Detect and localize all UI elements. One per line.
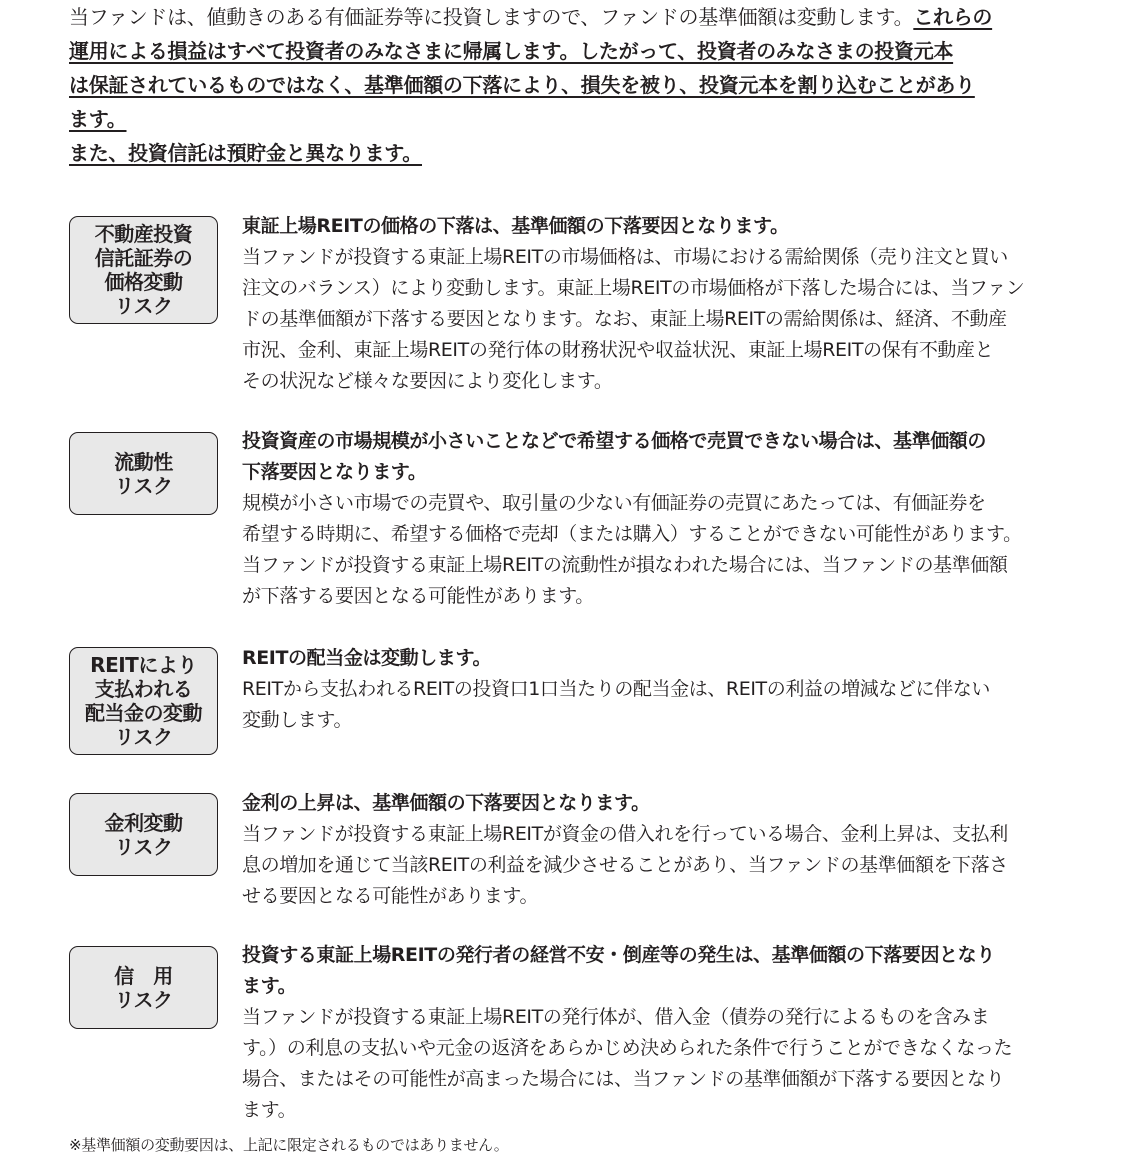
risk-body-line: その状況など様々な要因により変化します。 bbox=[242, 370, 613, 392]
risk-lead: 下落要因となります。 bbox=[242, 461, 427, 483]
intro-line-1-plain: 当ファンドは、値動きのある有価証券等に投資しますので、ファンドの基準価額は変動します。 bbox=[69, 5, 914, 29]
risk-label-line: 支払われる bbox=[94, 677, 193, 701]
risk-description bbox=[242, 940, 1064, 1126]
intro-line-1 bbox=[69, 0, 1064, 34]
risk-body-line: 希望する時期に、希望する価格で売却（または購入）することができない可能性があります。 bbox=[242, 523, 1022, 545]
risk-description bbox=[242, 788, 1064, 912]
risk-label-line: リスク bbox=[114, 834, 173, 859]
risk-description bbox=[242, 211, 1064, 397]
risk-lead: 金利の上昇は、基準価額の下落要因となります。 bbox=[242, 792, 650, 814]
risk-body-line: 変動します。 bbox=[242, 709, 353, 731]
risk-body-line: せる要因となる可能性があります。 bbox=[242, 885, 539, 907]
risk-body-line: す。）の利息の支払いや元金の返済をあらかじめ決められた条件で行うことができなくなった bbox=[242, 1037, 1013, 1059]
intro-paragraph bbox=[69, 0, 1064, 170]
risk-label-line: REITにより bbox=[90, 653, 197, 677]
risk-label-line: リスク bbox=[114, 473, 173, 498]
risk-body-line: 息の増加を通じて当該REITの利益を減少させることがあり、当ファンドの基準価額を下落さ bbox=[242, 854, 1008, 876]
risk-body-line: 当ファンドが投資する東証上場REITの市場価格は、市場における需給関係（売り注文と買い bbox=[242, 246, 1008, 268]
risk-label bbox=[69, 793, 218, 876]
risk-label-line: 価格変動 bbox=[104, 270, 183, 294]
risk-label-line: リスク bbox=[114, 987, 173, 1012]
risk-label-line: 配当金の変動 bbox=[85, 701, 202, 725]
footnote: ※基準価額の変動要因は、上記に限定されるものではありません。 bbox=[69, 1136, 509, 1154]
risk-body-line: 規模が小さい市場での売買や、取引量の少ない有価証券の売買にあたっては、有価証券を bbox=[242, 492, 986, 514]
risk-body-line: が下落する要因となる可能性があります。 bbox=[242, 585, 594, 607]
risk-label bbox=[69, 647, 218, 755]
intro-line-4: ます。 bbox=[69, 107, 127, 131]
risk-label bbox=[69, 432, 218, 515]
intro-line-3: は保証されているものではなく、基準価額の下落により、損失を被り、投資元本を割り込むことがあり bbox=[69, 73, 975, 97]
intro-line-2: 運用による損益はすべて投資者のみなさまに帰属します。したがって、投資者のみなさまの投資元本 bbox=[69, 39, 954, 63]
risk-body-line: ドの基準価額が下落する要因となります。なお、東証上場REITの需給関係は、経済、不動産 bbox=[242, 308, 1007, 330]
risk-lead: ます。 bbox=[242, 975, 297, 997]
risk-body-line: 当ファンドが投資する東証上場REITの発行体が、借入金（債券の発行によるものを含みま bbox=[242, 1006, 990, 1028]
risk-description bbox=[242, 643, 1064, 736]
risk-label-line: 流動性 bbox=[114, 449, 173, 474]
risk-lead: 投資する東証上場REITの発行者の経営不安・倒産等の発生は、基準価額の下落要因となり bbox=[242, 944, 995, 966]
risk-label bbox=[69, 216, 218, 324]
risk-label-line: リスク bbox=[114, 294, 173, 318]
risk-lead: 投資資産の市場規模が小さいことなどで希望する価格で売買できない場合は、基準価額の bbox=[242, 430, 987, 452]
risk-body-line: 当ファンドが投資する東証上場REITの流動性が損なわれた場合には、当ファンドの基準価額 bbox=[242, 554, 1008, 576]
risk-label-line: 信託証券の bbox=[94, 246, 193, 270]
risk-lead: REITの配当金は変動します。 bbox=[242, 647, 492, 669]
risk-description bbox=[242, 426, 1064, 612]
risk-body-line: 場合、またはその可能性が高まった場合には、当ファンドの基準価額が下落する要因となり bbox=[242, 1068, 1005, 1090]
risk-body-line: 当ファンドが投資する東証上場REITが資金の借入れを行っている場合、金利上昇は、支払利 bbox=[242, 823, 1008, 845]
intro-line-5: また、投資信託は預貯金と異なります。 bbox=[69, 141, 422, 165]
risk-body-line: ます。 bbox=[242, 1099, 297, 1121]
risk-label-line: 不動産投資 bbox=[94, 222, 193, 246]
risk-body-line: REITから支払われるREITの投資口1口当たりの配当金は、REITの利益の増減などに伴ない bbox=[242, 678, 990, 700]
risk-lead: 東証上場REITの価格の下落は、基準価額の下落要因となります。 bbox=[242, 215, 789, 237]
risk-label-line: 金利変動 bbox=[104, 810, 183, 835]
risk-label-line: リスク bbox=[114, 725, 173, 749]
risk-body-line: 市況、金利、東証上場REITの発行体の財務状況や収益状況、東証上場REITの保有不動産と bbox=[242, 339, 994, 361]
risk-label bbox=[69, 946, 218, 1029]
intro-line-1-underlined: これらの bbox=[913, 5, 993, 29]
risk-body-line: 注文のバランス）により変動します。東証上場REITの市場価格が下落した場合には、当ファン bbox=[242, 277, 1025, 299]
risk-label-line: 信 用 bbox=[114, 963, 173, 988]
